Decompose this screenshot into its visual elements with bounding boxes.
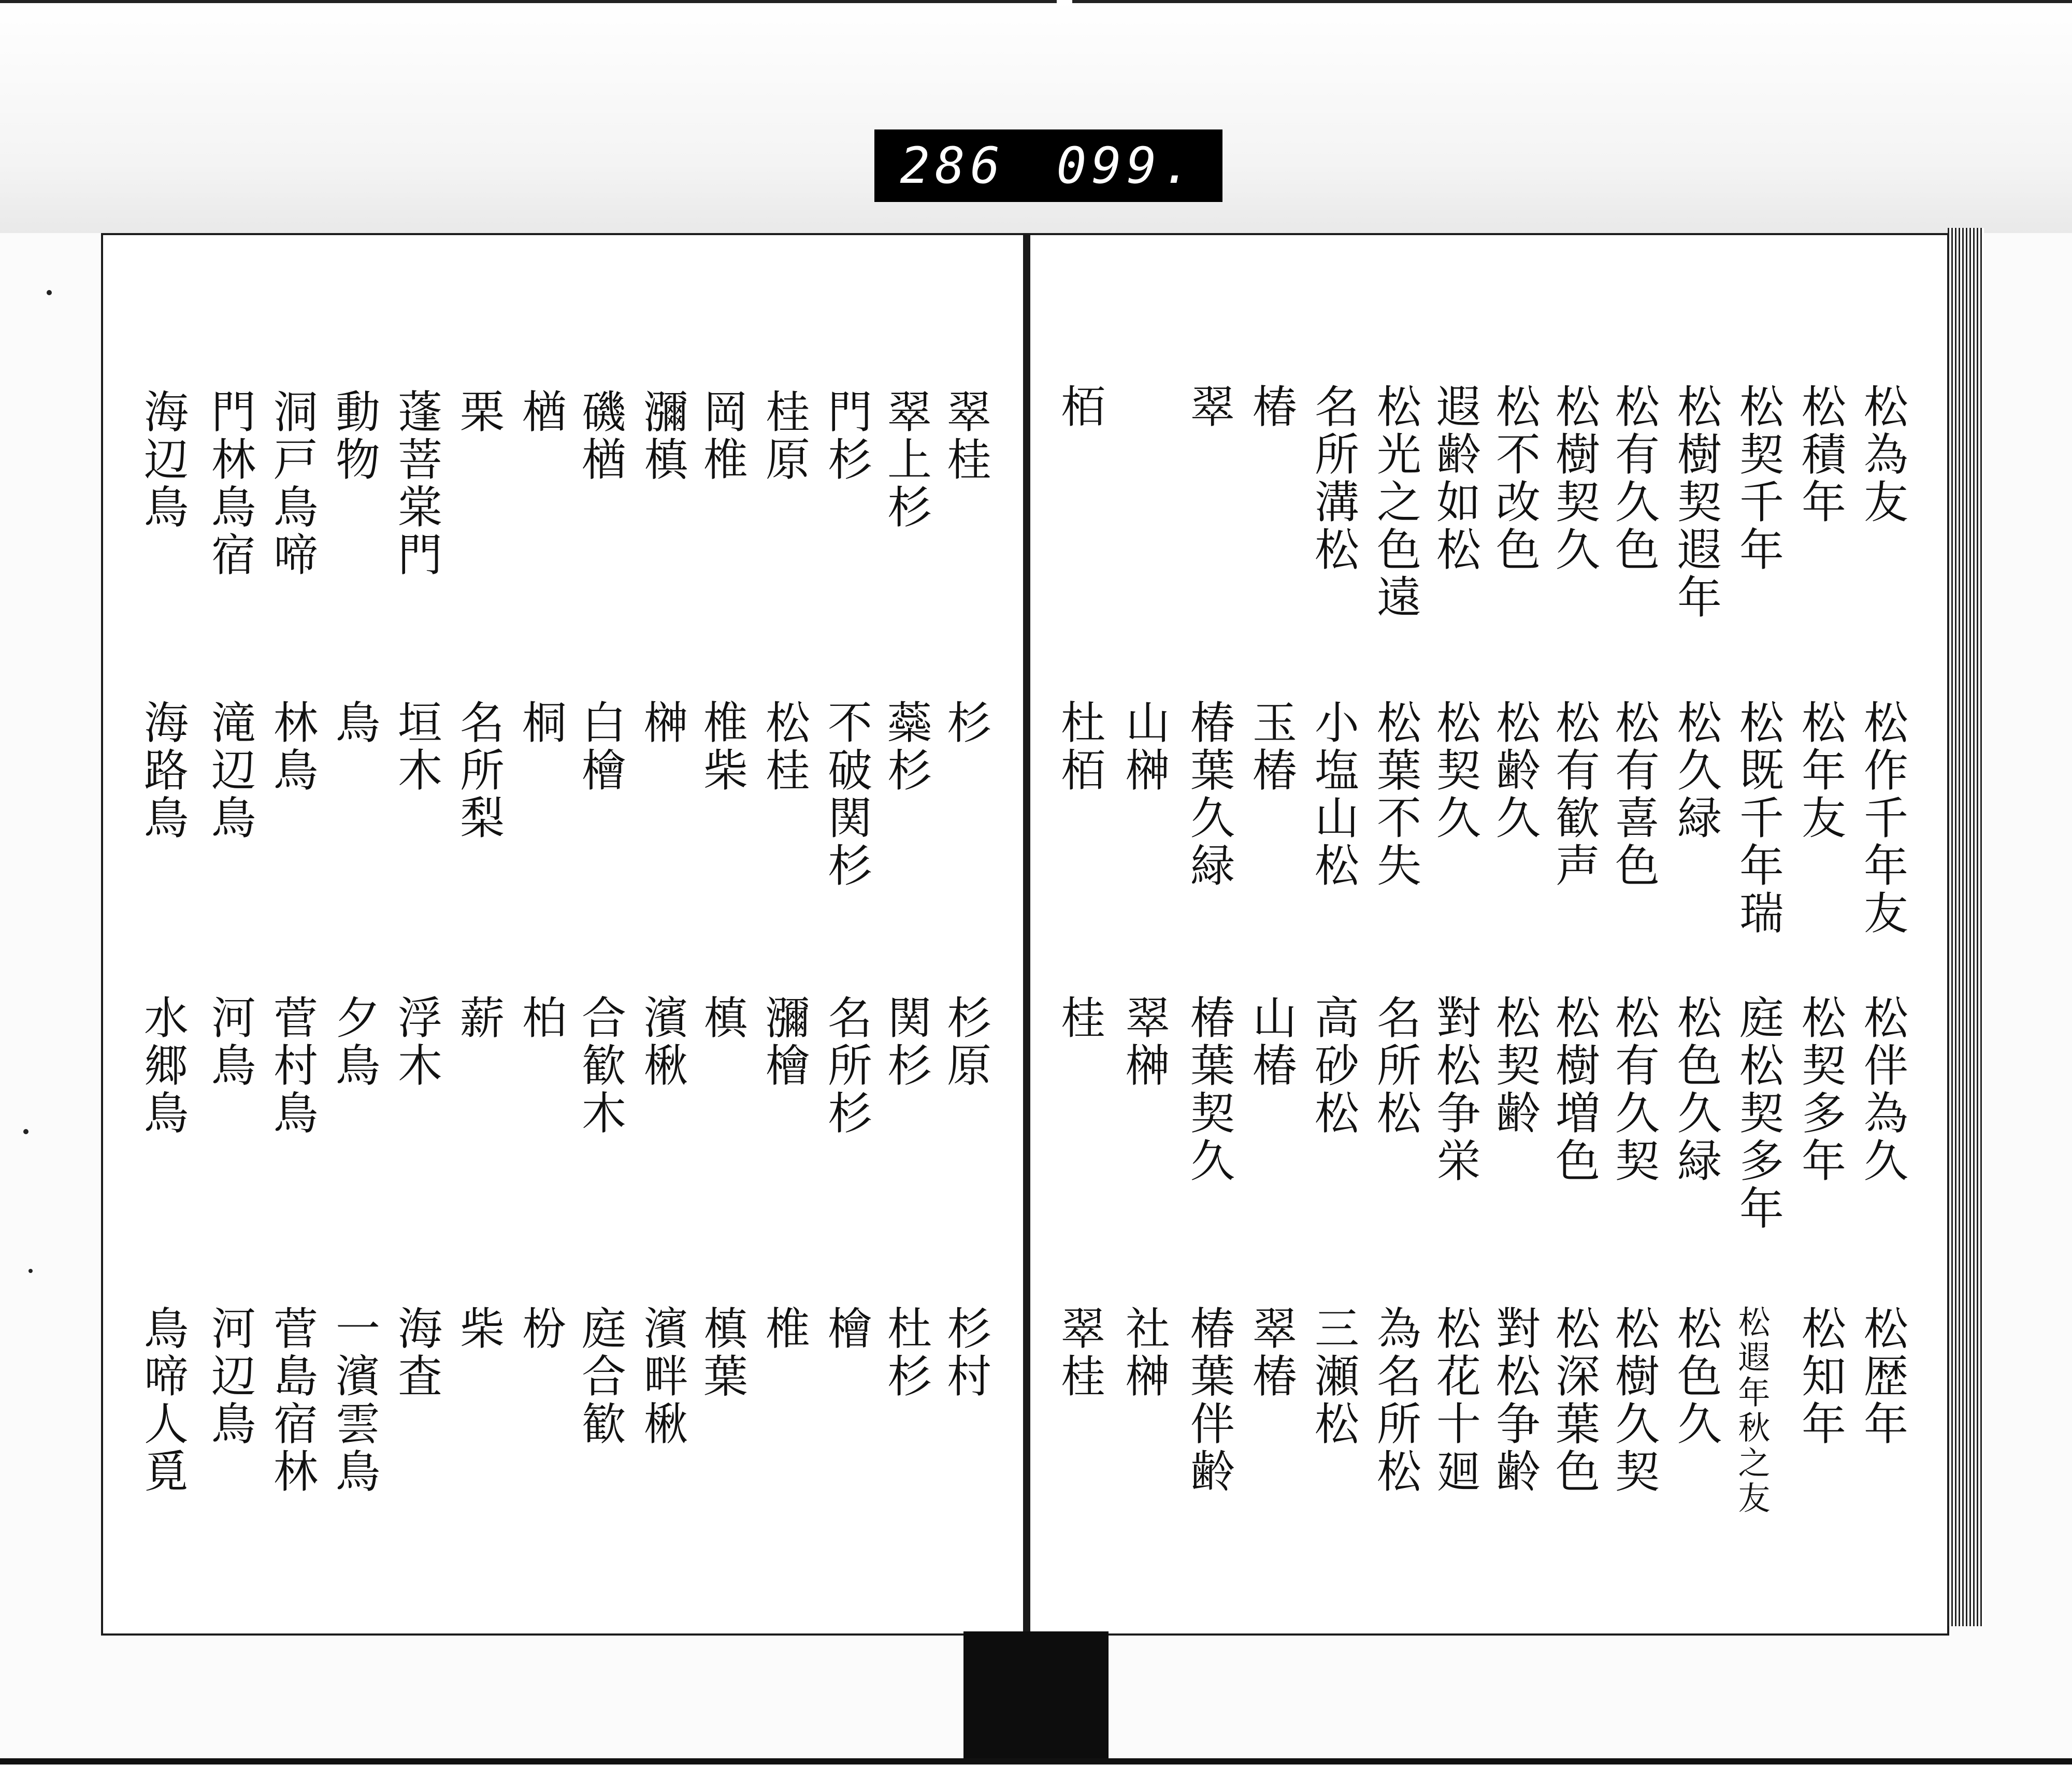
text-column: 濱畔楸 [636, 1305, 688, 1448]
text-column: 松有歓声 [1548, 699, 1600, 890]
text-column: 岡椎 [696, 388, 747, 484]
text-column: 椿葉久緑 [1183, 699, 1234, 890]
margin-speck [23, 1129, 28, 1134]
text-column: 松色久 [1670, 1305, 1721, 1448]
text-column: 不破関杉 [820, 699, 872, 890]
text-column: 浮木 [390, 994, 442, 1090]
text-column: 柏 [514, 994, 566, 1042]
text-column: 椿葉契久 [1183, 994, 1234, 1185]
text-column: 椎 [758, 1305, 810, 1353]
text-column: 杉原 [939, 994, 991, 1090]
text-column: 松年友 [1794, 699, 1846, 842]
text-column: 松樹契久 [1548, 383, 1600, 574]
text-column: 桂原 [758, 388, 810, 484]
text-column: 杉村 [939, 1305, 991, 1400]
text-column: 瀰檜 [758, 994, 810, 1090]
text-column: 庭合歓 [574, 1305, 626, 1448]
text-column: 松樹増色 [1548, 994, 1600, 1185]
counter-left-number: 286 [900, 137, 1005, 195]
text-column: 松伴為久 [1856, 994, 1908, 1185]
text-column: 洞戸鳥啼 [266, 388, 318, 579]
text-column: 椿 [1245, 383, 1297, 431]
frame-counter-label [874, 129, 1222, 202]
text-column: 合歓木 [574, 994, 626, 1137]
text-column: 山榊 [1118, 699, 1170, 794]
text-column: 翠上杉 [880, 388, 931, 531]
text-column: 夕鳥 [328, 994, 380, 1090]
text-column: 鳥 [328, 699, 380, 747]
text-column: 松遐年秋之友 [1733, 1305, 1771, 1516]
text-column: 社榊 [1118, 1305, 1170, 1400]
text-column: 松有喜色 [1607, 699, 1659, 890]
text-column: 名所杉 [820, 994, 872, 1137]
book-gutter [1023, 233, 1030, 1631]
text-column: 栗 [452, 388, 504, 436]
text-column: 松契千年 [1732, 383, 1783, 574]
text-column: 松既千年瑞 [1732, 699, 1783, 937]
margin-speck [47, 290, 52, 295]
text-column: 松積年 [1794, 383, 1846, 526]
text-column: 椿葉伴齢 [1183, 1305, 1234, 1496]
text-column: 庭松契多年 [1732, 994, 1783, 1233]
text-column: 翠 [1183, 383, 1234, 431]
binding-shadow [963, 1631, 1109, 1758]
text-column: 為名所松 [1369, 1305, 1421, 1496]
text-column: 菅村鳥 [266, 994, 318, 1137]
text-column: 蓬菩棠門 [390, 388, 442, 579]
text-column: 門杉 [820, 388, 872, 484]
text-column: 蘂杉 [880, 699, 931, 794]
text-column: 松契多年 [1794, 994, 1846, 1185]
text-column: 椎柴 [696, 699, 747, 794]
text-column: 海辺鳥 [136, 388, 188, 531]
text-column: 白檜 [574, 699, 626, 794]
text-column: 松樹久契 [1607, 1305, 1659, 1496]
text-column: 動物 [328, 388, 380, 484]
text-column: 松歴年 [1856, 1305, 1908, 1448]
text-column: 鳥啼人覓 [136, 1305, 188, 1496]
text-column: 翠桂 [1053, 1305, 1105, 1400]
text-column: 薪 [452, 994, 504, 1042]
text-column: 海査 [390, 1305, 442, 1400]
text-column: 山椿 [1245, 994, 1297, 1090]
text-column: 松契齢 [1488, 994, 1540, 1137]
text-column: 松花十廻 [1429, 1305, 1480, 1496]
text-column: 松不改色 [1488, 383, 1540, 574]
text-column: 翠榊 [1118, 994, 1170, 1090]
text-column: 海路鳥 [136, 699, 188, 842]
text-column: 菅島宿林 [266, 1305, 318, 1496]
text-column: 杜栢 [1053, 699, 1105, 794]
text-column: 松知年 [1794, 1305, 1846, 1448]
text-column: 對松争齢 [1488, 1305, 1540, 1496]
text-column: 林鳥 [266, 699, 318, 794]
text-column: 柴 [452, 1305, 504, 1353]
text-column: 名所松 [1369, 994, 1421, 1137]
top-edge-line [0, 0, 1057, 3]
text-column: 濱楸 [636, 994, 688, 1090]
text-column: 松契久 [1429, 699, 1480, 842]
text-column: 河鳥 [204, 994, 255, 1090]
text-column: 楢 [514, 388, 566, 436]
text-column: 瀰槙 [636, 388, 688, 484]
text-column: 関杉 [880, 994, 931, 1090]
text-column: 垣木 [390, 699, 442, 794]
text-column: 松樹契遐年 [1670, 383, 1721, 621]
text-column: 翠椿 [1245, 1305, 1297, 1400]
margin-speck [28, 1269, 33, 1273]
text-column: 檜 [820, 1305, 872, 1353]
text-column: 河辺鳥 [204, 1305, 255, 1448]
text-column: 名所溝松 [1307, 383, 1359, 574]
text-column: 三瀬松 [1307, 1305, 1359, 1448]
top-edge-line [1072, 0, 2072, 3]
text-column: 一濱雲鳥 [328, 1305, 380, 1496]
text-column: 松深葉色 [1548, 1305, 1600, 1496]
text-column: 松為友 [1856, 383, 1908, 526]
text-column: 桂 [1053, 994, 1105, 1042]
text-column: 玉椿 [1245, 699, 1297, 794]
text-column: 小塩山松 [1307, 699, 1359, 890]
text-column: 桐 [514, 699, 566, 747]
text-column: 杜杉 [880, 1305, 931, 1400]
text-column: 松有久契 [1607, 994, 1659, 1185]
text-column: 對松争栄 [1429, 994, 1480, 1185]
text-column: 栢 [1053, 383, 1105, 431]
text-column: 松色久緑 [1670, 994, 1721, 1185]
text-column: 門林鳥宿 [204, 388, 255, 579]
text-column: 杉 [939, 699, 991, 747]
text-column: 松有久色 [1607, 383, 1659, 574]
text-column: 高砂松 [1307, 994, 1359, 1137]
text-column: 松作千年友 [1856, 699, 1908, 937]
bottom-edge-line [0, 1758, 2072, 1764]
text-column: 水郷鳥 [136, 994, 188, 1137]
text-column: 松齢久 [1488, 699, 1540, 842]
text-column: 榊 [636, 699, 688, 747]
text-column: 松葉不失 [1369, 699, 1421, 890]
text-column: 磯楢 [574, 388, 626, 484]
text-column: 槙 [696, 994, 747, 1042]
text-column: 松久緑 [1670, 699, 1721, 842]
page-edges [1948, 228, 1984, 1626]
text-column: 松光之色遠 [1369, 383, 1421, 621]
text-column: 滝辺鳥 [204, 699, 255, 842]
text-column: 翠桂 [939, 388, 991, 484]
text-column: 名所梨 [452, 699, 504, 842]
text-column: 槙葉 [696, 1305, 747, 1400]
text-column: 遐齢如松 [1429, 383, 1480, 574]
text-column: 松桂 [758, 699, 810, 794]
text-column: 枌 [514, 1305, 566, 1353]
counter-right-number: 099. [1056, 137, 1197, 195]
